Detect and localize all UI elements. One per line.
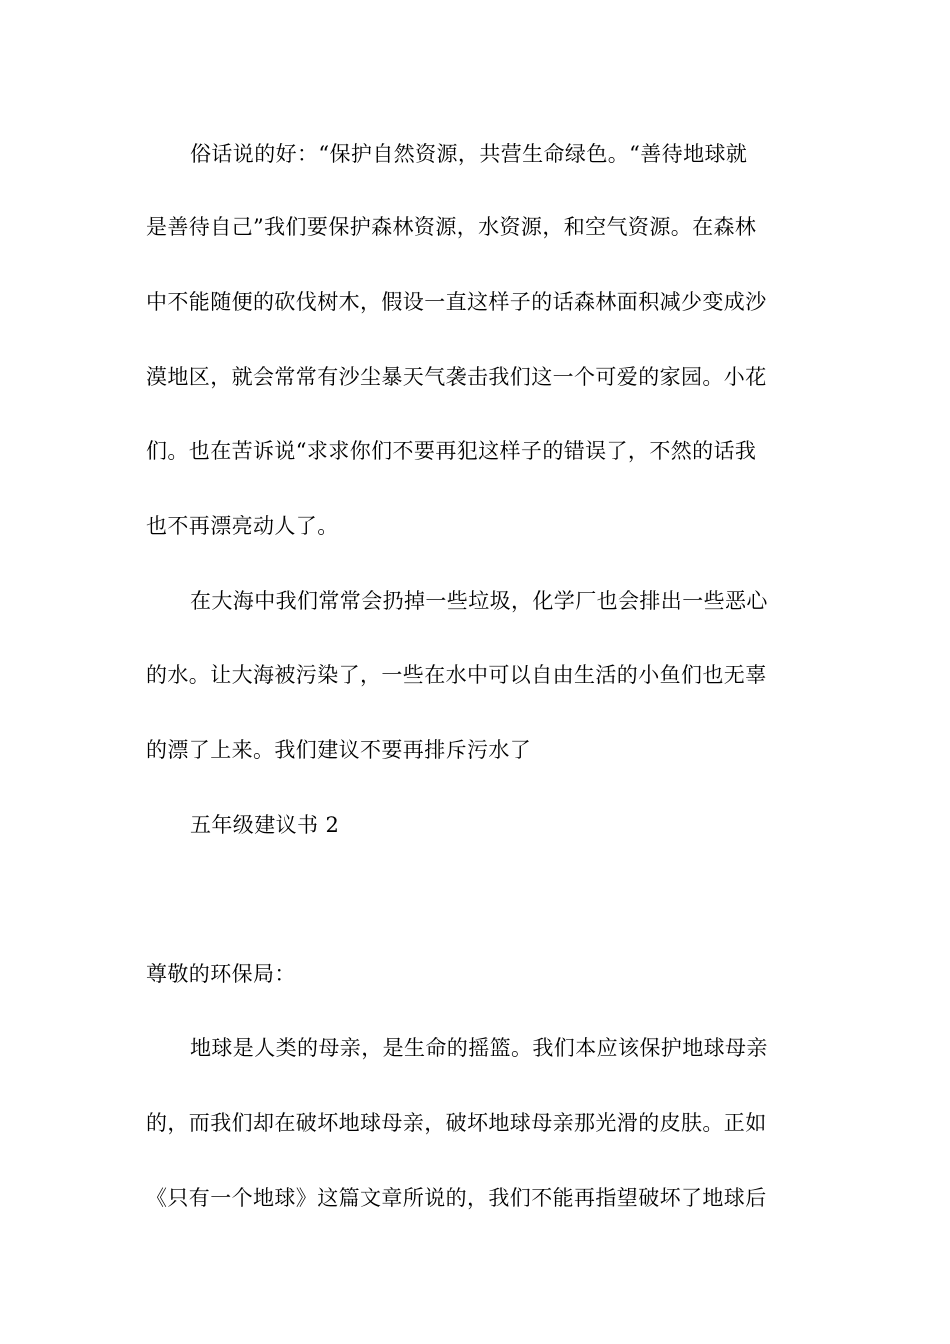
paragraph-2-line-1: 在大海中我们常常会扔掉一些垃圾，化学厂也会排出一些恶心 (190, 589, 768, 613)
salutation: 尊敬的环保局： (146, 962, 296, 986)
paragraph-1-line-2: 是善待自己”我们要保护森林资源，水资源，和空气资源。在森林 (146, 215, 757, 239)
paragraph-1-line-3: 中不能随便的砍伐树木，假设一直这样子的话森林面积减少变成沙 (146, 290, 767, 314)
section-title: 五年级建议书 2 (190, 813, 340, 837)
paragraph-2-line-3: 的漂了上来。我们建议不要再排斥污水了 (146, 738, 532, 762)
paragraph-1-line-4: 漠地区，就会常常有沙尘暴天气袭击我们这一个可爱的家园。小花 (146, 365, 767, 389)
paragraph-1-line-5: 们。也在苦诉说“求求你们不要再犯这样子的错误了，不然的话我 (146, 439, 757, 463)
paragraph-1-line-1: 俗话说的好：“保护自然资源，共营生命绿色。“善待地球就 (190, 142, 748, 166)
paragraph-3-line-1: 地球是人类的母亲，是生命的摇篮。我们本应该保护地球母亲 (190, 1036, 768, 1060)
paragraph-2-line-2: 的水。让大海被污染了，一些在水中可以自由生活的小鱼们也无辜 (146, 663, 767, 687)
paragraph-3-line-3: 《只有一个地球》这篇文章所说的，我们不能再指望破坏了地球后 (146, 1186, 767, 1210)
paragraph-3-line-2: 的，而我们却在破坏地球母亲，破坏地球母亲那光滑的皮肤。正如 (146, 1111, 767, 1135)
paragraph-1-line-6: 也不再漂亮动人了。 (146, 514, 339, 538)
